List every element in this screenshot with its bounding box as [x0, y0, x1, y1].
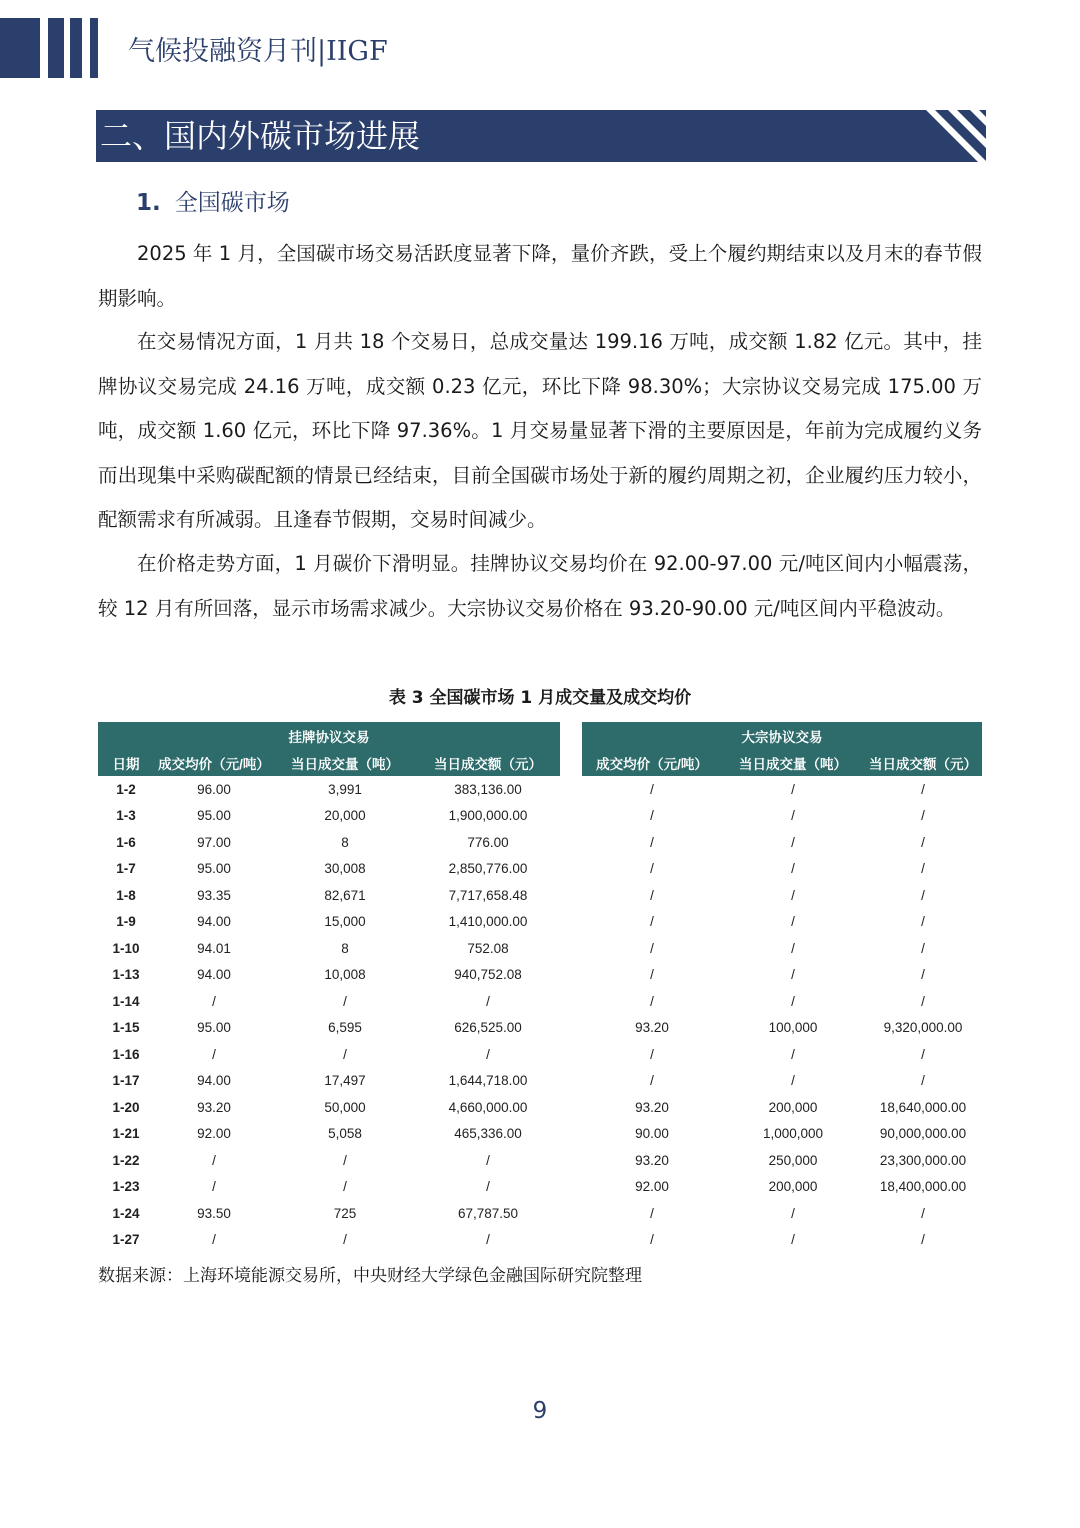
- cell-date: 1-23: [112, 1179, 140, 1195]
- paragraph-trading: 在交易情况方面，1 月共 18 个交易日，总成交量达 199.16 万吨，成交额 1.82 亿元。其中，挂牌协议交易完成 24.16 万吨，成交额 0.23 亿元，环比下降 98.30%；大宗协议交易完成 175.00 万吨，成交额 1.60 亿元，环比下降 97.36%。1 月交易量显著下滑的主要原因是，年前为完成履约义务而出现集中采购碳配额的情景已经结束，目前全国碳市场处于新的履约周期之初，企业履约压力较小，配额需求有所减弱。且逢春节假期，交易时间减少。: [98, 330, 982, 531]
- col-header-listed-amount: 当日成交额（元）: [416, 750, 560, 776]
- cell-block-amount: 18,400,000.00: [879, 1179, 967, 1195]
- cell-listed-amount: /: [486, 1179, 490, 1195]
- cell-listed-price: 97.00: [197, 834, 231, 850]
- cell-date: 1-10: [112, 940, 140, 956]
- cell-listed-volume: 3,991: [328, 781, 362, 797]
- cell-date: 1-15: [112, 1020, 140, 1036]
- cell-block-volume: /: [791, 940, 795, 956]
- cell-block-volume: 200,000: [768, 1099, 818, 1115]
- cell-block-volume: /: [791, 1205, 795, 1221]
- cell-block-price: 92.00: [635, 1179, 669, 1195]
- cell-block-volume: /: [791, 861, 795, 877]
- cell-block-price: /: [650, 1232, 654, 1248]
- cell-listed-amount: 4,660,000.00: [448, 1099, 528, 1115]
- cell-block-price: /: [650, 914, 654, 930]
- paragraph-overview: 2025 年 1 月，全国碳市场交易活跃度显著下降，量价齐跌，受上个履约期结束以及月末的春节假期影响。: [98, 242, 982, 310]
- cell-date: 1-13: [112, 967, 140, 983]
- cell-listed-amount: 67,787.50: [457, 1205, 519, 1221]
- col-header-block-amount: 当日成交额（元）: [864, 750, 982, 776]
- cell-block-amount: /: [921, 861, 925, 877]
- cell-listed-amount: 1,410,000.00: [448, 914, 528, 930]
- cell-block-volume: /: [791, 1046, 795, 1062]
- cell-block-price: /: [650, 1046, 654, 1062]
- cell-block-price: /: [650, 993, 654, 1009]
- cell-listed-volume: 20,000: [324, 808, 366, 824]
- cell-date: 1-16: [112, 1046, 140, 1062]
- cell-block-price: /: [650, 1205, 654, 1221]
- cell-block-volume: /: [791, 967, 795, 983]
- cell-listed-price: 95.00: [197, 1020, 231, 1036]
- cell-listed-amount: 626,525.00: [454, 1020, 522, 1036]
- cell-listed-amount: 776.00: [467, 834, 509, 850]
- cell-block-amount: /: [921, 1046, 925, 1062]
- cell-date: 1-6: [116, 834, 136, 850]
- col-header-block-price: 成交均价（元/吨）: [582, 750, 722, 776]
- subsection-heading: [136, 186, 290, 220]
- cell-block-volume: /: [791, 834, 795, 850]
- cell-block-amount: /: [921, 1073, 925, 1089]
- cell-date: 1-24: [112, 1205, 140, 1221]
- cell-listed-amount: 1,644,718.00: [448, 1073, 528, 1089]
- col-header-date: 日期: [98, 750, 154, 776]
- cell-listed-price: /: [212, 1152, 216, 1168]
- group-header-listed: 挂牌协议交易: [98, 722, 560, 750]
- cell-block-price: 93.20: [635, 1099, 669, 1115]
- cell-block-amount: 90,000,000.00: [879, 1126, 967, 1142]
- cell-block-volume: 100,000: [768, 1020, 818, 1036]
- subsection-title: 全国碳市场: [174, 190, 290, 216]
- data-source-note: 数据来源：上海环境能源交易所，中央财经大学绿色金融国际研究院整理: [98, 1266, 642, 1286]
- cell-block-amount: /: [921, 1232, 925, 1248]
- cell-listed-volume: 30,008: [324, 861, 366, 877]
- cell-listed-volume: /: [343, 1046, 347, 1062]
- cell-listed-amount: /: [486, 1046, 490, 1062]
- cell-block-volume: 200,000: [768, 1179, 818, 1195]
- cell-listed-price: /: [212, 1046, 216, 1062]
- cell-date: 1-8: [116, 887, 136, 903]
- cell-date: 1-14: [112, 993, 140, 1009]
- cell-listed-price: 94.00: [197, 914, 231, 930]
- cell-block-price: /: [650, 781, 654, 797]
- table-row: [98, 1147, 982, 1174]
- cell-listed-volume: 8: [341, 834, 349, 850]
- col-header-block-volume: 当日成交量（吨）: [722, 750, 864, 776]
- cell-block-volume: /: [791, 781, 795, 797]
- cell-block-amount: 23,300,000.00: [879, 1152, 967, 1168]
- cell-listed-volume: 82,671: [324, 887, 366, 903]
- cell-block-amount: 9,320,000.00: [883, 1020, 963, 1036]
- table-row: [98, 1015, 982, 1042]
- cell-listed-price: 93.20: [197, 1099, 231, 1115]
- cell-date: 1-3: [116, 808, 136, 824]
- table-row: [98, 803, 982, 830]
- cell-listed-amount: 940,752.08: [454, 967, 522, 983]
- cell-listed-amount: /: [486, 993, 490, 1009]
- cell-listed-volume: 725: [333, 1205, 357, 1221]
- cell-listed-volume: 15,000: [324, 914, 366, 930]
- cell-block-volume: 250,000: [768, 1152, 818, 1168]
- cell-date: 1-9: [116, 914, 136, 930]
- cell-listed-volume: 50,000: [324, 1099, 366, 1115]
- cell-date: 1-27: [112, 1232, 140, 1248]
- cell-block-price: 93.20: [635, 1020, 669, 1036]
- cell-date: 1-7: [116, 861, 136, 877]
- cell-listed-price: 94.00: [197, 1073, 231, 1089]
- cell-listed-price: 96.00: [197, 781, 231, 797]
- cell-block-price: /: [650, 834, 654, 850]
- cell-listed-volume: 5,058: [328, 1126, 362, 1142]
- cell-listed-volume: /: [343, 1179, 347, 1195]
- cell-block-amount: /: [921, 914, 925, 930]
- table-row: [98, 1068, 982, 1095]
- section-title-bar: [96, 110, 986, 162]
- stripe-decoration-icon: [926, 110, 986, 162]
- cell-block-price: /: [650, 887, 654, 903]
- cell-listed-volume: /: [343, 1232, 347, 1248]
- table-row: [98, 1174, 982, 1201]
- table-row: [98, 829, 982, 856]
- cell-block-price: /: [650, 967, 654, 983]
- cell-date: 1-21: [112, 1126, 140, 1142]
- cell-listed-volume: /: [343, 993, 347, 1009]
- table-caption: 表 3 全国碳市场 1 月成交量及成交均价: [388, 688, 692, 708]
- cell-listed-volume: 8: [341, 940, 349, 956]
- cell-listed-volume: 6,595: [328, 1020, 362, 1036]
- trading-table: [98, 722, 982, 1253]
- table-row: [98, 882, 982, 909]
- cell-listed-amount: 2,850,776.00: [448, 861, 528, 877]
- cell-block-amount: /: [921, 993, 925, 1009]
- cell-block-price: 90.00: [635, 1126, 669, 1142]
- table-row: [98, 988, 982, 1015]
- table-row: [98, 1041, 982, 1068]
- col-header-listed-volume: 当日成交量（吨）: [274, 750, 416, 776]
- table-row: [98, 1121, 982, 1148]
- cell-listed-amount: 7,717,658.48: [448, 887, 528, 903]
- cell-listed-amount: 752.08: [467, 940, 509, 956]
- cell-block-amount: /: [921, 940, 925, 956]
- cell-listed-price: 95.00: [197, 808, 231, 824]
- table-row: [98, 935, 982, 962]
- cell-listed-amount: 383,136.00: [454, 781, 522, 797]
- page-number: 9: [532, 1398, 548, 1424]
- cell-block-amount: /: [921, 1205, 925, 1221]
- cell-listed-price: 94.01: [197, 940, 231, 956]
- cell-block-amount: /: [921, 967, 925, 983]
- cell-block-amount: /: [921, 834, 925, 850]
- cell-block-price: /: [650, 808, 654, 824]
- cell-listed-price: 92.00: [197, 1126, 231, 1142]
- cell-date: 1-2: [116, 781, 136, 797]
- table-row: [98, 1227, 982, 1254]
- cell-listed-price: /: [212, 993, 216, 1009]
- cell-listed-amount: 1,900,000.00: [448, 808, 528, 824]
- table-row: [98, 1094, 982, 1121]
- cell-block-volume: /: [791, 993, 795, 1009]
- cell-block-volume: 1,000,000: [762, 1126, 824, 1142]
- cell-block-price: 93.20: [635, 1152, 669, 1168]
- cell-listed-amount: 465,336.00: [454, 1126, 522, 1142]
- header-title: 气候投融资月刊|IIGF: [128, 36, 388, 67]
- cell-block-price: /: [650, 940, 654, 956]
- cell-block-volume: /: [791, 887, 795, 903]
- cell-listed-volume: 17,497: [324, 1073, 366, 1089]
- cell-date: 1-20: [112, 1099, 140, 1115]
- table-row: [98, 1200, 982, 1227]
- cell-date: 1-22: [112, 1152, 140, 1168]
- cell-block-volume: /: [791, 914, 795, 930]
- paragraph-price: 在价格走势方面，1 月碳价下滑明显。挂牌协议交易均价在 92.00-97.00 元/吨区间内小幅震荡，较 12 月有所回落，显示市场需求减少。大宗协议交易价格在 93.20-90.00 元/吨区间内平稳波动。: [98, 552, 982, 620]
- cell-listed-price: 94.00: [197, 967, 231, 983]
- table-row: [98, 856, 982, 883]
- cell-block-amount: /: [921, 887, 925, 903]
- subsection-number: 1.: [136, 190, 161, 216]
- table-row: [98, 776, 982, 803]
- cell-block-price: /: [650, 1073, 654, 1089]
- table-row: [98, 909, 982, 936]
- cell-date: 1-17: [112, 1073, 140, 1089]
- cell-listed-volume: /: [343, 1152, 347, 1168]
- cell-listed-price: 95.00: [197, 861, 231, 877]
- cell-block-amount: 18,640,000.00: [879, 1099, 967, 1115]
- group-header-block: 大宗协议交易: [582, 722, 982, 750]
- cell-block-amount: /: [921, 781, 925, 797]
- col-header-listed-price: 成交均价（元/吨）: [154, 750, 274, 776]
- section-title: 二、国内外碳市场进展: [100, 117, 421, 155]
- cell-listed-price: /: [212, 1232, 216, 1248]
- cell-listed-price: 93.35: [197, 887, 231, 903]
- cell-block-volume: /: [791, 808, 795, 824]
- table-row: [98, 962, 982, 989]
- cell-block-price: /: [650, 861, 654, 877]
- cell-listed-price: /: [212, 1179, 216, 1195]
- cell-listed-volume: 10,008: [324, 967, 366, 983]
- cell-listed-amount: /: [486, 1232, 490, 1248]
- cell-block-amount: /: [921, 808, 925, 824]
- cell-block-volume: /: [791, 1232, 795, 1248]
- cell-listed-price: 93.50: [197, 1205, 231, 1221]
- cell-block-volume: /: [791, 1073, 795, 1089]
- cell-listed-amount: /: [486, 1152, 490, 1168]
